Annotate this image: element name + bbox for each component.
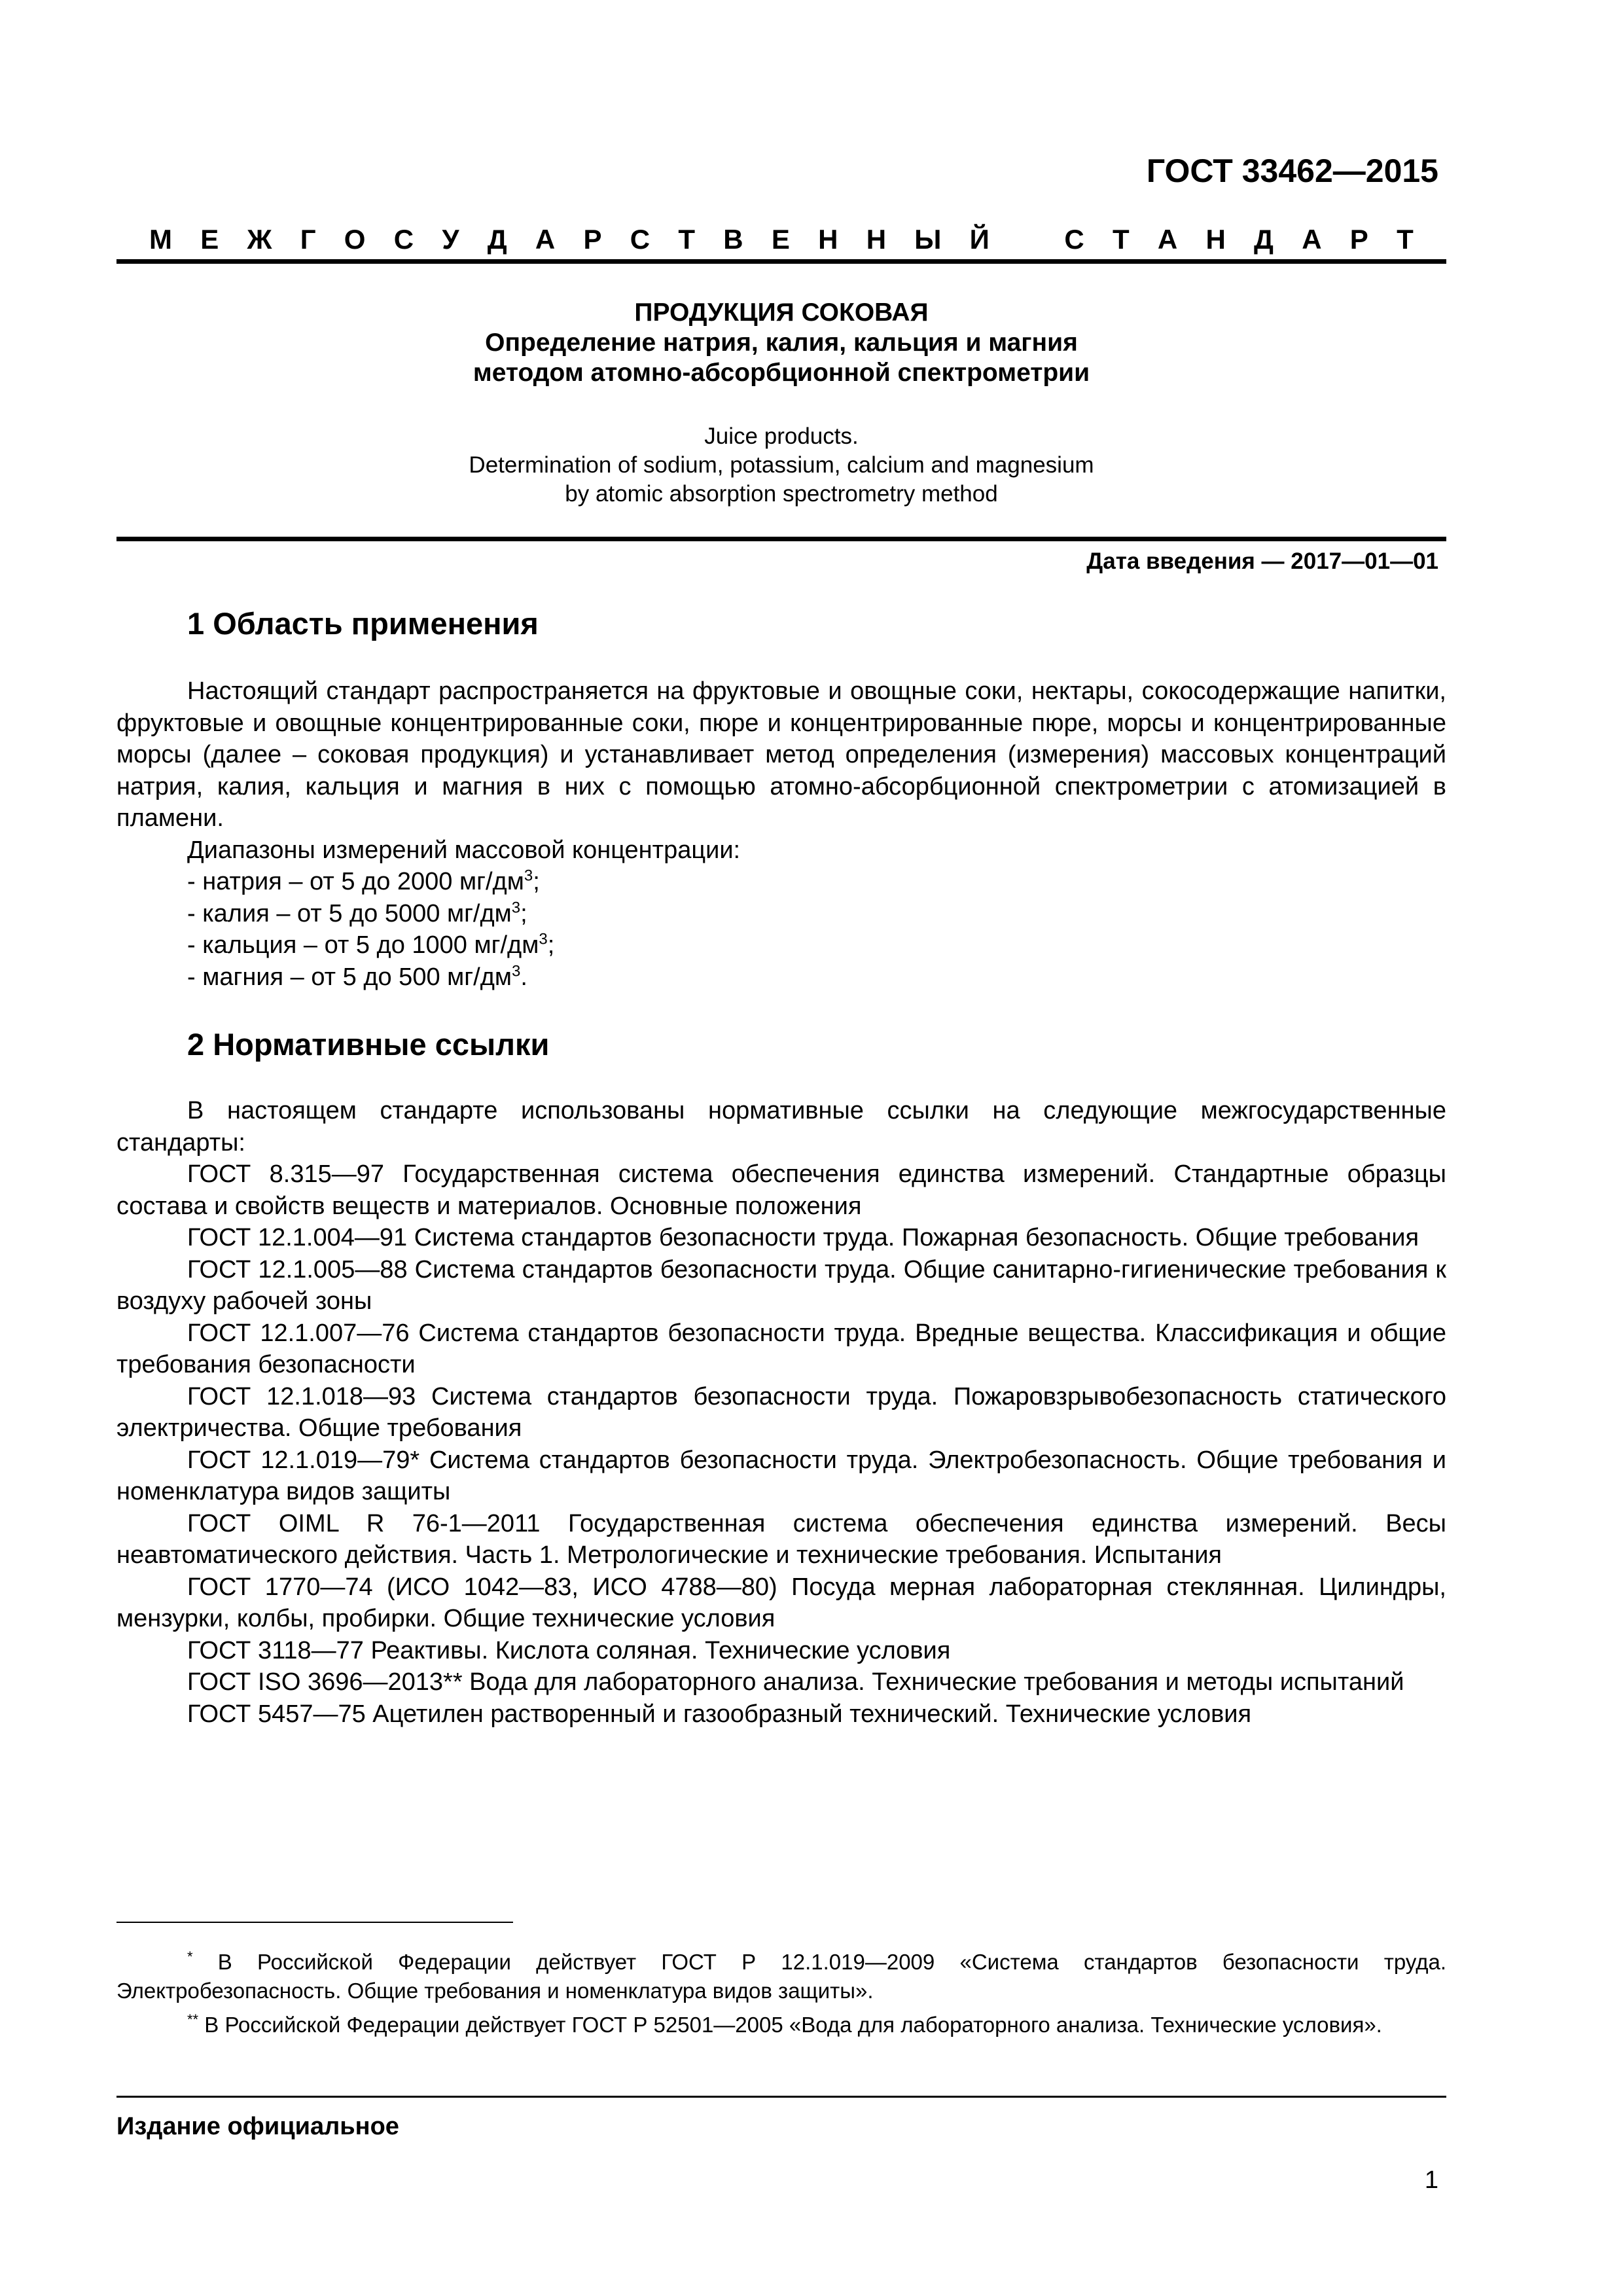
section-1-heading: 1 Область применения xyxy=(187,606,539,641)
range-punctuation: ; xyxy=(520,899,527,927)
reference-item: ГОСТ 5457—75 Ацетилен растворенный и газообразный технический. Технические условия xyxy=(187,1700,1252,1728)
title-en-line-3: by atomic absorption spectrometry method xyxy=(565,481,998,507)
banner-letter: Н xyxy=(818,224,838,255)
ranges-list xyxy=(116,866,1446,993)
reference-item: ГОСТ 12.1.005—88 Система стандартов безопасности труда. Общие санитарно-гигиенические требования к воздуху рабочей зоны xyxy=(116,1255,1446,1315)
range-unit-superscript: 3 xyxy=(539,930,548,948)
banner-letter: Г xyxy=(300,224,316,255)
banner-letter: Т xyxy=(1397,224,1414,255)
banner-word-gap xyxy=(1018,224,1036,255)
section-1-body xyxy=(116,675,1446,993)
banner-letter: А xyxy=(535,224,556,255)
footnote xyxy=(116,2005,1446,2039)
section-2-heading: 2 Нормативные ссылки xyxy=(187,1027,550,1062)
banner-letter: М xyxy=(149,224,172,255)
banner-letter: Н xyxy=(866,224,887,255)
ranges-intro: Диапазоны измерений массовой концентрации: xyxy=(187,836,741,864)
banner-letter: Ж xyxy=(247,224,272,255)
range-unit-superscript: 3 xyxy=(524,867,533,885)
title-en-line-2: Determination of sodium, potassium, calcium and magnesium xyxy=(469,452,1094,478)
reference-item: ГОСТ 12.1.004—91 Система стандартов безопасности труда. Пожарная безопасность. Общие требования xyxy=(187,1224,1419,1251)
banner-letter: Е xyxy=(771,224,790,255)
title-english xyxy=(116,422,1446,509)
title-ru-line-2: Определение натрия, калия, кальция и магния xyxy=(485,329,1078,357)
banner-letter: А xyxy=(1302,224,1322,255)
title-rule xyxy=(116,537,1446,541)
banner-letter: Р xyxy=(1349,224,1368,255)
banner-letter: Й xyxy=(969,224,990,255)
range-punctuation: ; xyxy=(533,868,540,895)
reference-item: ГОСТ OIML R 76-1—2011 Государственная система обеспечения единства измерений. Весы неавтоматического действия. Часть 1. Метрологические и технические требования. Испытания xyxy=(116,1509,1446,1569)
edition-label: Издание официальное xyxy=(116,2113,399,2140)
range-item xyxy=(116,929,1446,961)
range-unit-superscript: 3 xyxy=(511,898,521,916)
banner-letter: Д xyxy=(487,224,507,255)
footer-rule xyxy=(116,2096,1446,2098)
reference-item: ГОСТ 12.1.019—79* Система стандартов безопасности труда. Электробезопасность. Общие требования и номенклатура видов защиты xyxy=(116,1446,1446,1505)
banner-letter: С xyxy=(630,224,651,255)
reference-item: ГОСТ 1770—74 (ИСО 1042—83, ИСО 4788—80) Посуда мерная лабораторная стеклянная. Цилиндры, мензурки, колбы, пробирки. Общие технические условия xyxy=(116,1573,1446,1632)
title-ru-line-1: ПРОДУКЦИЯ СОКОВАЯ xyxy=(634,298,929,327)
range-text: - кальция – от 5 до 1000 мг/дм xyxy=(187,931,539,959)
reference-item: ГОСТ 8.315—97 Государственная система обеспечения единства измерений. Стандартные образцы состава и свойств веществ и материалов. Основные положения xyxy=(116,1160,1446,1220)
title-russian xyxy=(116,298,1446,388)
footnote-mark: ** xyxy=(187,2011,199,2028)
banner-letter: Р xyxy=(583,224,602,255)
range-item xyxy=(116,961,1446,994)
range-text: - магния – от 5 до 500 мг/дм xyxy=(187,963,512,991)
footnote-text: В Российской Федерации действует ГОСТ Р 52501—2005 «Вода для лабораторного анализа. Технические условия». xyxy=(198,2013,1382,2037)
banner-letter: Н xyxy=(1205,224,1226,255)
footnote-text: В Российской Федерации действует ГОСТ Р 12.1.019—2009 «Система стандартов безопасности труда. Электробезопасность. Общие требования и номенклатура видов защиты». xyxy=(116,1950,1446,2003)
banner-letter: У xyxy=(442,224,459,255)
reference-item: ГОСТ 12.1.018—93 Система стандартов безопасности труда. Пожаровзрывобезопасность статического электричества. Общие требования xyxy=(116,1382,1446,1442)
banner-letter: Т xyxy=(1112,224,1130,255)
title-ru-line-3: методом атомно-абсорбционной спектрометрии xyxy=(473,359,1090,387)
banner-letter: Д xyxy=(1254,224,1274,255)
range-punctuation: ; xyxy=(547,931,555,959)
header-rule xyxy=(116,259,1446,264)
banner-letter: О xyxy=(344,224,366,255)
banner-letter: С xyxy=(1064,224,1084,255)
footnote-mark: * xyxy=(187,1948,193,1965)
range-punctuation: . xyxy=(520,963,527,991)
interstate-standard-banner xyxy=(116,224,1446,255)
footnote xyxy=(116,1943,1446,2005)
reference-item: ГОСТ 3118—77 Реактивы. Кислота соляная. Технические условия xyxy=(187,1636,951,1664)
footnotes xyxy=(116,1943,1446,2039)
banner-letter: А xyxy=(1157,224,1178,255)
scope-paragraph: Настоящий стандарт распространяется на фруктовые и овощные соки, нектары, сокосодержащие напитки, фруктовые и овощные концентрированные соки, пюре и концентрированные пюре, морсы и концентрированные морсы (далее – соковая продукция) и устанавливает метод определения (измерения) массовых концентраций натрия, калия, кальция и магния в них с помощью атомно-абсорбционной спектрометрии с атомизацией в пламени. xyxy=(116,677,1446,832)
introduction-date: Дата введения — 2017—01—01 xyxy=(1086,548,1438,574)
page-number: 1 xyxy=(1424,2166,1438,2194)
document-code: ГОСТ 33462—2015 xyxy=(1146,152,1438,189)
banner-letter: Т xyxy=(678,224,695,255)
banner-letter: С xyxy=(393,224,414,255)
section-2-body xyxy=(116,1095,1446,1730)
footnote-separator xyxy=(116,1922,513,1923)
reference-item: ГОСТ ISO 3696—2013** Вода для лабораторного анализа. Технические требования и методы испытаний xyxy=(187,1668,1404,1696)
references-list xyxy=(116,1158,1446,1730)
reference-item: ГОСТ 12.1.007—76 Система стандартов безопасности труда. Вредные вещества. Классификация и общие требования безопасности xyxy=(116,1319,1446,1378)
range-unit-superscript: 3 xyxy=(512,961,521,980)
banner-letter: Е xyxy=(200,224,219,255)
title-en-line-1: Juice products. xyxy=(704,423,859,449)
banner-letter: В xyxy=(723,224,743,255)
range-text: - натрия – от 5 до 2000 мг/дм xyxy=(187,868,524,895)
banner-letter: Ы xyxy=(914,224,942,255)
range-item xyxy=(116,898,1446,930)
range-item xyxy=(116,866,1446,898)
range-text: - калия – от 5 до 5000 мг/дм xyxy=(187,899,512,927)
refs-intro: В настоящем стандарте использованы нормативные ссылки на следующие межгосударственные стандарты: xyxy=(116,1097,1446,1157)
